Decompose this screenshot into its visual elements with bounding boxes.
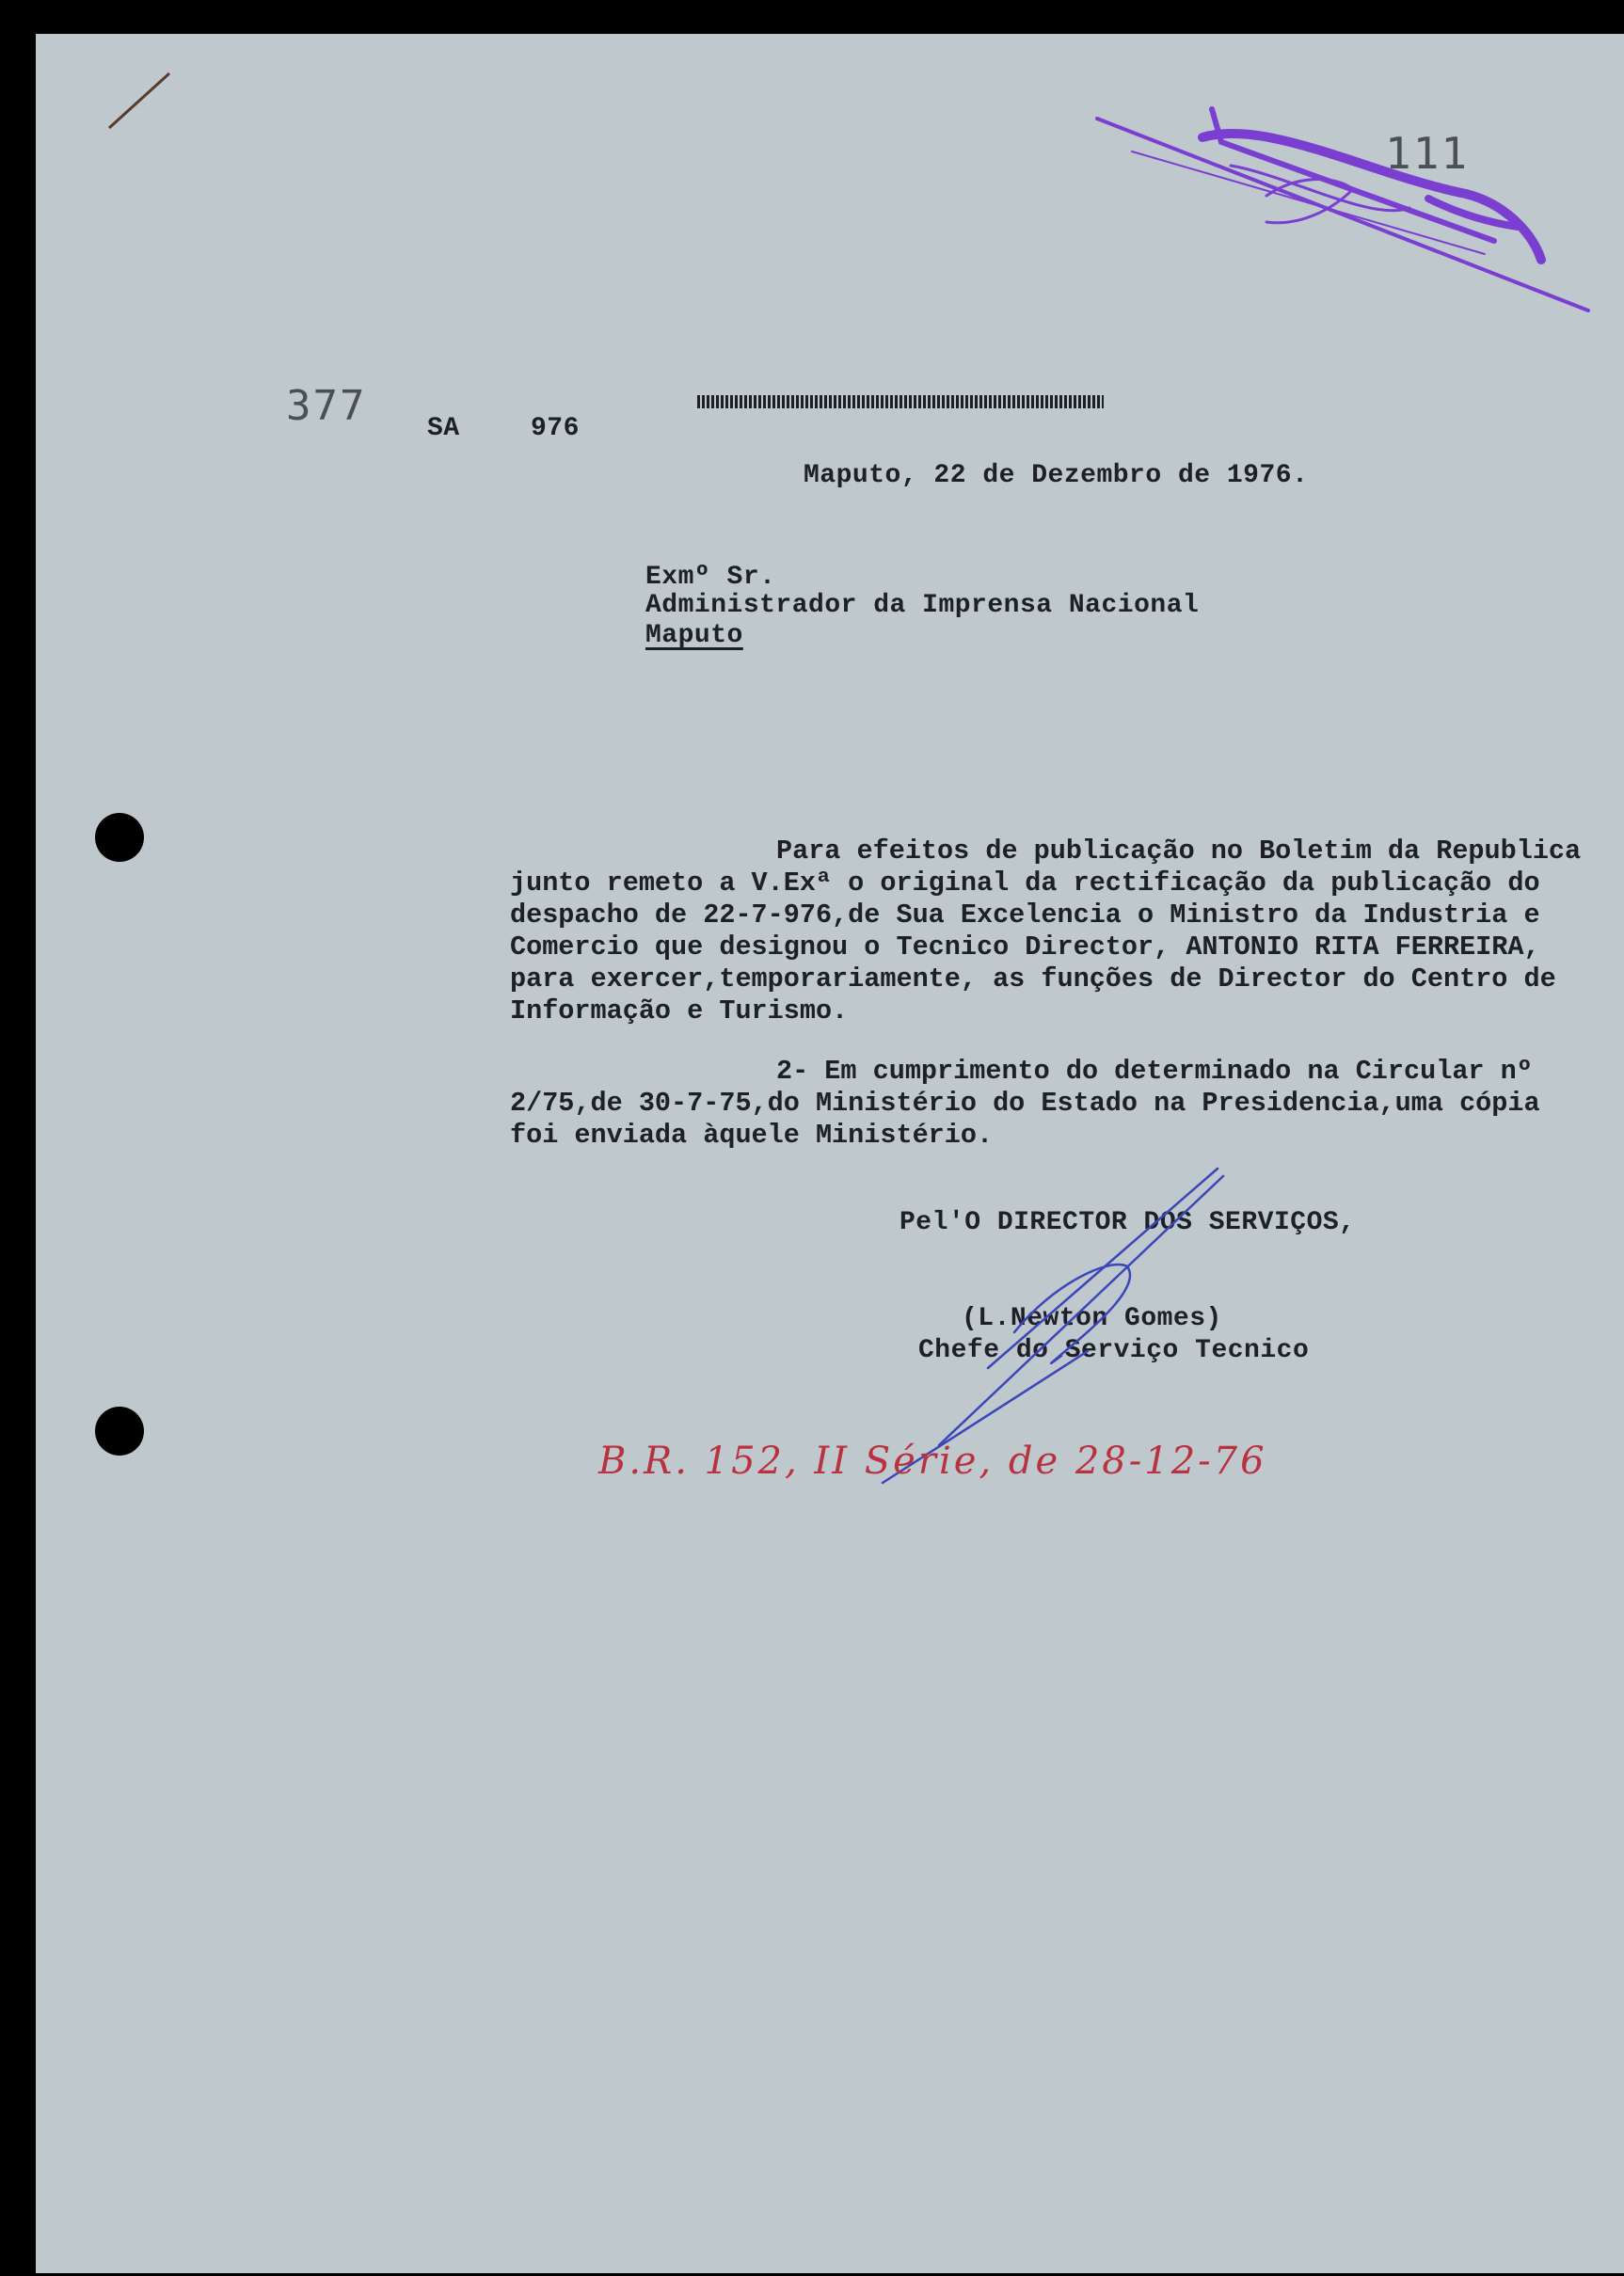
- paragraph-1-line: para exercer,temporariamente, as funções de Director do Centro de: [510, 963, 1556, 995]
- paragraph-1-line: Informação e Turismo.: [510, 995, 849, 1027]
- paragraph-2-line: 2- Em cumprimento do determinado na Circular nº: [776, 1056, 1533, 1087]
- signatory-name: (L.Newton Gomes): [962, 1304, 1222, 1333]
- paragraph-1-line: Para efeitos de publicação no Boletim da Republica: [776, 836, 1582, 867]
- paragraph-1-line: Comercio que designou o Tecnico Director, ANTONIO RITA FERREIRA,: [510, 931, 1540, 963]
- reference-series: SA: [427, 414, 460, 443]
- signature-for-line: Pel'O DIRECTOR DOS SERVIÇOS,: [900, 1208, 1356, 1237]
- place-date: Maputo, 22 de Dezembro de 1976.: [804, 461, 1309, 490]
- handwritten-signature: [36, 34, 1624, 1633]
- paragraph-1-line: despacho de 22-7-976,de Sua Excelencia o Ministro da Industria e: [510, 899, 1540, 931]
- addressee-title: Administrador da Imprensa Nacional: [645, 591, 1200, 620]
- paragraph-1-line: junto remeto a V.Exª o original da rectificação da publicação do: [510, 867, 1540, 899]
- addressee-city: Maputo: [645, 621, 743, 650]
- signatory-role: Chefe do Serviço Tecnico: [918, 1336, 1310, 1365]
- page-number: 111: [1385, 128, 1470, 179]
- document-page: [36, 34, 1624, 2273]
- paragraph-2-line: 2/75,de 30-7-75,do Ministério do Estado na Presidencia,uma cópia: [510, 1088, 1540, 1119]
- addressee-salutation: Exmº Sr.: [645, 563, 776, 592]
- paragraph-2-line: foi enviada àquele Ministério.: [510, 1120, 994, 1151]
- file-number: 377: [286, 382, 367, 430]
- reference-number: 976: [531, 414, 580, 443]
- handwritten-annotation: B.R. 152, II Série, de 28-12-76: [598, 1440, 1267, 1483]
